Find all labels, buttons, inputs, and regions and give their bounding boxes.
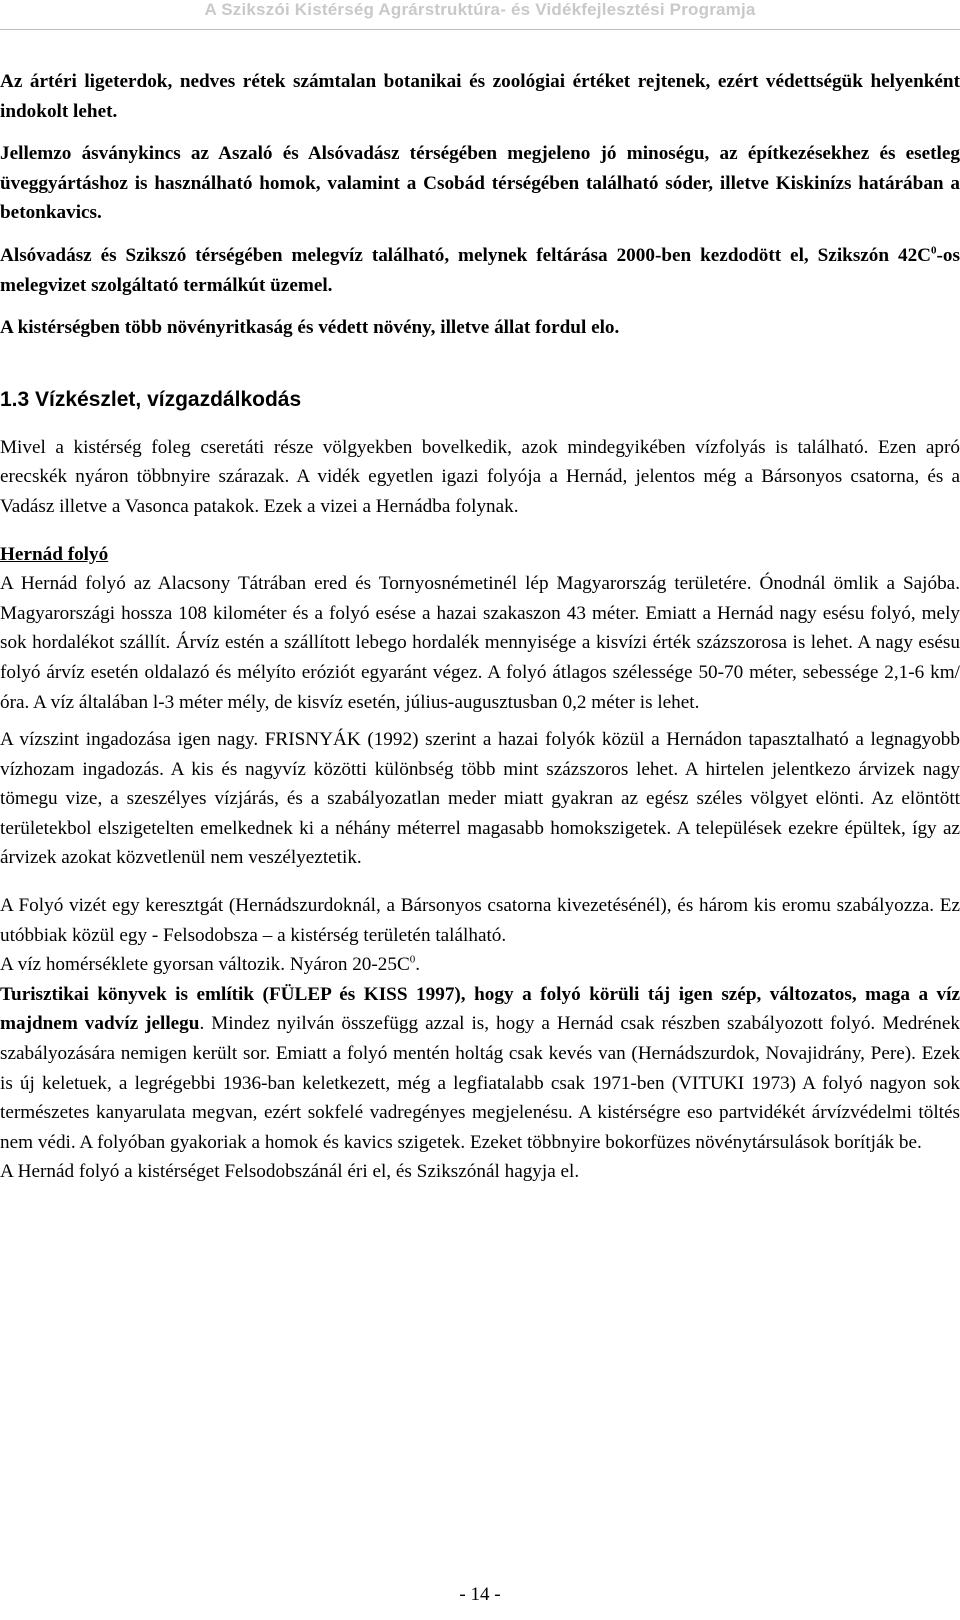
paragraph-floodplain: Az ártéri ligeterdok, nedves rétek számtalan botanikai és zoológiai értéket rejtenek, ezért védettségük helyenként indokolt lehet. <box>0 71 960 122</box>
degree-superscript: 0 <box>931 244 937 257</box>
temperature-superscript: 0 <box>409 953 416 966</box>
paragraph-minerals: Jellemzo ásványkincs az Aszaló és Alsóvadász térségében megjeleno jó minoségu, az építkezésekhez és esetleg üveggyártáshoz is használható homok, valamint a Csobád térségében található sóder, illetve Kiskinízs határában a betonkavics. <box>0 143 960 224</box>
paragraph-regulation: A Folyó vizét egy keresztgát (Hernádszurdoknál, a Bársonyos csatorna kivezetésénél), és három kis eromu szabályozza. Ez utóbbiak közül egy - Felsodobsza – a kistérség területén található. <box>0 895 960 946</box>
header-rule <box>0 29 960 30</box>
tourism-rest-text: . Mindez nyilván összefügg azzal is, hogy a Hernád csak részben szabályozott folyó. Medrének szabályozására nemigen került sor. Emiatt a folyó mentén holtág csak kevés van (Hernádszurdok, Novajidrány, Pere). Ezek is új keletuek, a legrégebbi 1936-ban keletkezett, még a legfiatalabb csak 1971-ben (VITUKI 1973) A folyó nagyon sok természetes kanyarulata megvan, ezért sokfelé vadregényes megjelenésu. A kistérségre eso partvidékét árvízvédelmi töltés nem védi. A folyóban gyakoriak a homok és kavics szigetek. Ezeket többnyire bokorfüzes növénytársulások borítják be. <box>0 1013 960 1153</box>
paragraph-rare-species: A kistérségben több növényritkaság és védett növény, illetve állat fordul elo. <box>0 317 620 339</box>
thermal-text-b: -os melegvizet szolgáltató termálkút üzemel. <box>0 244 960 296</box>
tourism-bold-text: Turisztikai könyvek is említik (FÜLEP és KISS 1997), hogy a folyó körüli táj igen szép, változatos, maga a víz majdnem vadvíz jellegu <box>0 983 960 1035</box>
paragraph-temperature <box>0 950 960 980</box>
section-heading: 1.3 Vízkészlet, vízgazdálkodás <box>0 387 302 411</box>
page-number: - 14 - <box>459 1584 501 1605</box>
subheading-hernad: Hernád folyó <box>0 543 109 565</box>
paragraph-entry-exit: A Hernád folyó a kistérséget Felsodobszánál éri el, és Szikszónál hagyja el. <box>0 1161 580 1183</box>
paragraph-hernad-origin: A Hernád folyó az Alacsony Tátrában ered és Tornyosnémetinél lép Magyarország területére. Ónodnál ömlik a Sajóba. Magyarországi hossza 108 kilométer és a folyó esése a hazai szakaszon 43 méter. Emiatt a Hernád nagy esésu folyó, mely sok hordalékot szállít. Árvíz estén a szállított lebego hordalék mennyisége a kisvízi érték százszorosa is lehet. A nagy esésu folyó árvíz esetén oldalazó és mélyíto eróziót egyaránt végez. A folyó átlagos szélessége 50-70 méter, sebessége 2,1-6 km/óra. A víz általában l-3 méter mély, de kisvíz esetén, július-augusztusban 0,2 méter is lehet. <box>0 573 960 713</box>
paragraph-thermal-water <box>0 241 960 300</box>
paragraph-watercourses: Mivel a kistérség foleg cseretáti része völgyekben bovelkedik, azok mindegyikében vízfolyás is található. Ezen apró erecskék nyáron többnyire szárazak. A vidék egyetlen igazi folyója a Hernád, jelentos még a Bársonyos csatorna, és a Vadász illetve a Vasonca patakok. Ezek a vizei a Hernádba folynak. <box>0 436 960 517</box>
temperature-text-b: . <box>415 954 421 976</box>
temperature-text-a: A víz homérséklete gyorsan változik. Nyáron 20-25C <box>0 954 410 976</box>
paragraph-water-level: A vízszint ingadozása igen nagy. FRISNYÁK (1992) szerint a hazai folyók közül a Hernádon tapasztalható a legnagyobb vízhozam ingadozás. A kis és nagyvíz közötti különbség több mint százszoros lehet. A hirtelen jelentkezo árvizek nagy tömegu vize, a szeszélyes vízjárás, és a szabályozatlan meder miatt gyakran az egész széles völgyet elönti. Az elöntött területekbol elszigetelten emelkednek ki a néhány méterrel magasabb homokszigetek. A települések ezekre épültek, így az árvizek azokat közvetlenül nem veszélyeztetik. <box>0 729 960 869</box>
thermal-text-a: Alsóvadász és Szikszó térségében melegvíz található, melynek feltárása 2000-ben kezdodött el, Szikszón 42C <box>0 244 932 266</box>
page-content <box>0 67 960 1187</box>
paragraph-tourism <box>0 980 960 1158</box>
running-header: A Szikszói Kistérség Agrárstruktúra- és Vidékfejlesztési Programja <box>204 0 756 19</box>
